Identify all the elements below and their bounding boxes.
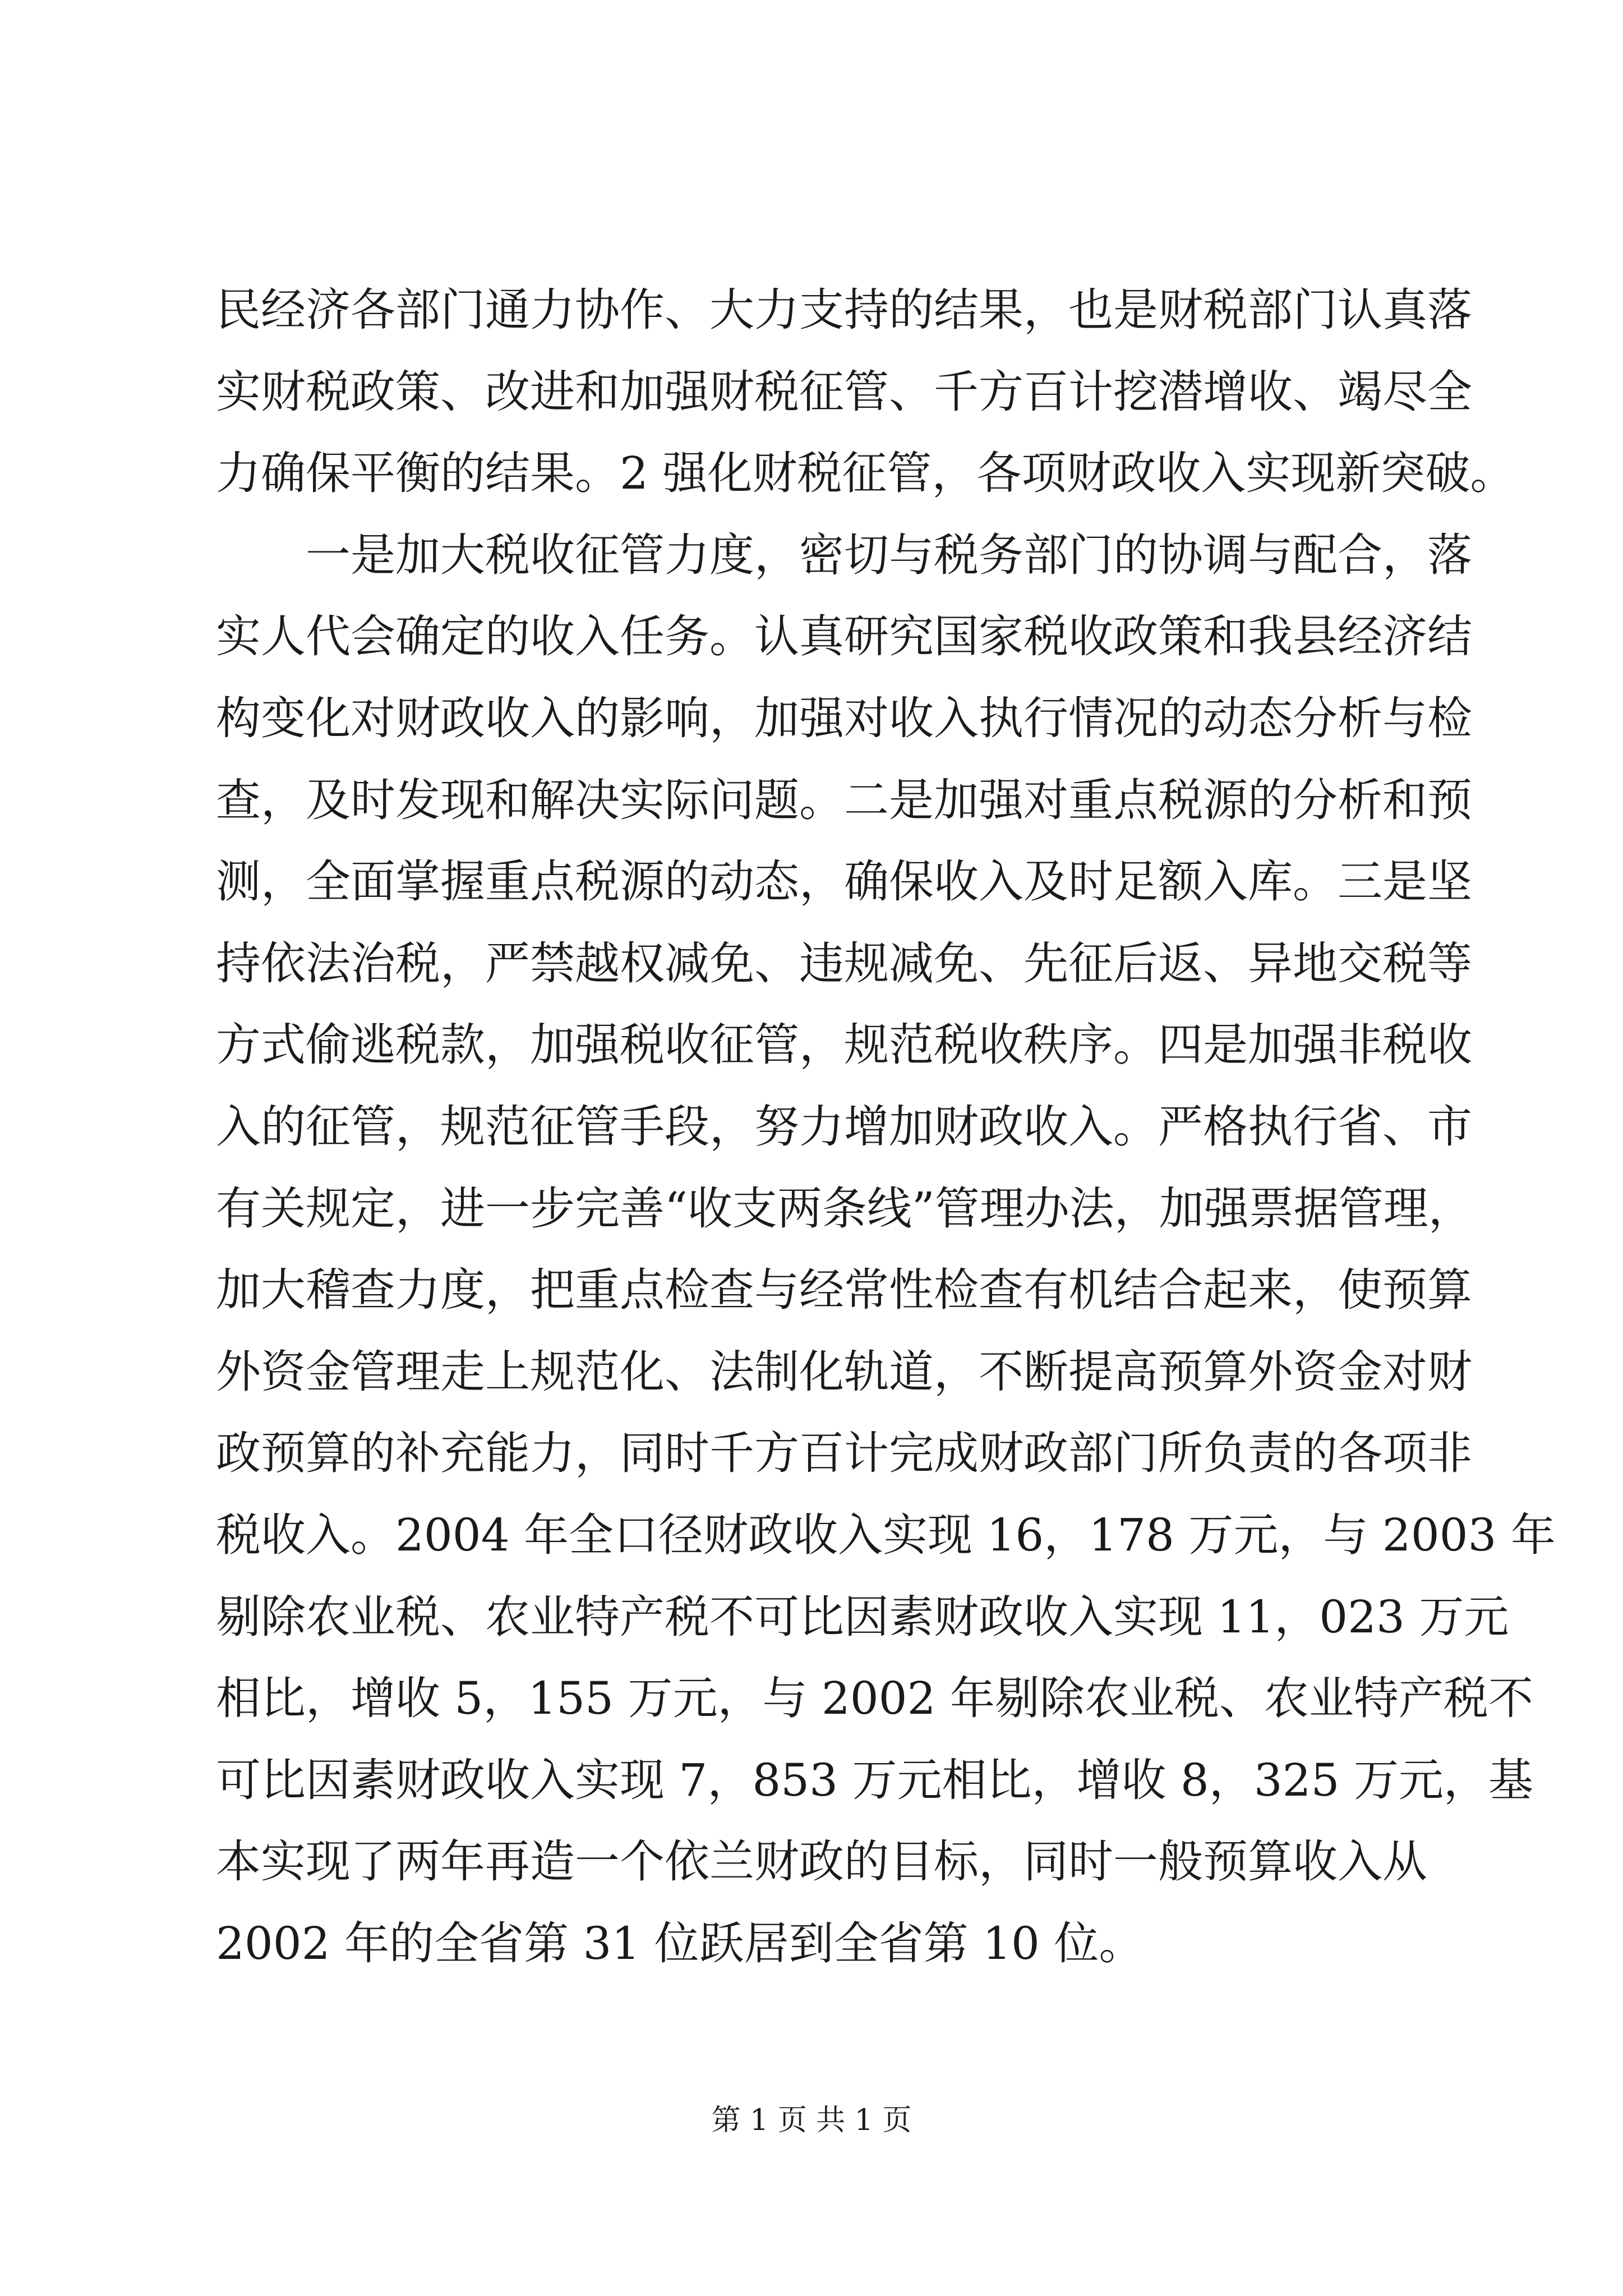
text-line: 有关规定，进一步完善“收支两条线”管理办法，加强票据管理， — [216, 1182, 1473, 1235]
text-line: 持依法治税，严禁越权减免、违规减免、先征后返、异地交税等 — [216, 937, 1472, 990]
text-line: 力确保平衡的结果。2 强化财税征管，各项财政收入实现新突破。 — [216, 447, 1515, 500]
text-line: 民经济各部门通力协作、大力支持的结果，也是财税部门认真落 — [216, 284, 1472, 336]
text-line: 可比因素财政收入实现 7，853 万元相比，增收 8，325 万元，基 — [216, 1754, 1533, 1806]
text-line: 2002 年的全省第 31 位跃居到全省第 10 位。 — [216, 1917, 1144, 1970]
text-line: 外资金管理走上规范化、法制化轨道，不断提高预算外资金对财 — [216, 1345, 1472, 1398]
text-line: 相比，增收 5，155 万元，与 2002 年剔除农业税、农业特产税不 — [216, 1672, 1533, 1725]
text-line: 入的征管，规范征管手段，努力增加财政收入。严格执行省、市 — [216, 1100, 1472, 1153]
page-number-label: 第 1 页 共 1 页 — [711, 2104, 912, 2137]
text-line: 查，及时发现和解决实际问题。二是加强对重点税源的分析和预 — [216, 774, 1472, 826]
body-text — [216, 269, 1556, 1984]
text-line: 方式偷逃税款，加强税收征管，规范税收秩序。四是加强非税收 — [216, 1019, 1472, 1071]
text-line: 税收入。2004 年全口径财政收入实现 16，178 万元，与 2003 年 — [216, 1508, 1556, 1561]
text-line: 政预算的补充能力，同时千方百计完成财政部门所负责的各项非 — [216, 1427, 1472, 1480]
text-line: 构变化对财政收入的影响，加强对收入执行情况的动态分析与检 — [216, 692, 1472, 744]
text-line: 实人代会确定的收入任务。认真研究国家税收政策和我县经济结 — [216, 610, 1472, 663]
text-line: 测，全面掌握重点税源的动态，确保收入及时足额入库。三是坚 — [216, 855, 1472, 908]
text-line: 一是加大税收征管力度，密切与税务部门的协调与配合，落 — [216, 528, 1472, 581]
text-line: 实财税政策、改进和加强财税征管、千方百计挖潜增收、竭尽全 — [216, 365, 1472, 418]
text-line: 本实现了两年再造一个依兰财政的目标，同时一般预算收入从 — [216, 1835, 1427, 1888]
text-line: 加大稽查力度，把重点检查与经常性检查有机结合起来，使预算 — [216, 1264, 1472, 1317]
page-footer — [0, 2101, 1623, 2140]
text-line: 剔除农业税、农业特产税不可比因素财政收入实现 11，023 万元 — [216, 1590, 1509, 1643]
